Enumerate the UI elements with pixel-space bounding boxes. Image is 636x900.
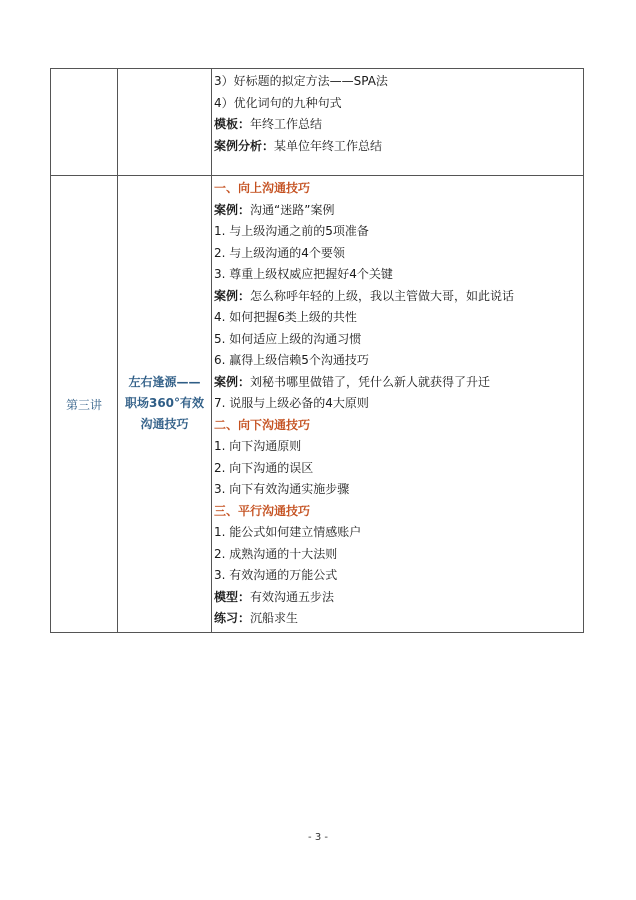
line-label: 案例： (214, 288, 251, 303)
line-text: 有效沟通五步法 (250, 589, 335, 604)
line-text: 2. 与上级沟通的4个要领 (214, 245, 345, 260)
line-text: 沉船求生 (250, 611, 299, 625)
line-text: 6. 赢得上级信赖5个沟通技巧 (214, 353, 369, 367)
line-text: 2. 向下沟通的误区 (214, 460, 314, 475)
line-text: 1. 与上级沟通之前的5项准备 (214, 224, 369, 238)
line-text: 1. 向下沟通原则 (214, 439, 302, 453)
line-text: 3. 有效沟通的万能公式 (214, 568, 338, 582)
content-line (214, 372, 583, 394)
content-line (214, 307, 583, 329)
table-row (51, 69, 584, 176)
section-heading (214, 178, 583, 200)
content-line (214, 243, 583, 265)
content-line (214, 458, 583, 480)
section-heading (214, 415, 583, 437)
line-text: 怎么称呼年轻的上级，我以主管做大哥，如此说话 (250, 288, 515, 303)
line-text: 4. 如何把握6类上级的共性 (214, 310, 357, 324)
line-text: 二、向下沟通技巧 (214, 417, 311, 432)
content-lines (212, 176, 583, 632)
content-line (214, 587, 583, 609)
section-heading (214, 501, 583, 523)
page-number: - 3 - (308, 832, 328, 843)
topic-cell (118, 176, 212, 633)
line-text: 7. 说服与上级必备的4大原则 (214, 396, 369, 410)
line-text: 刘秘书哪里做错了，凭什么新人就获得了升迁 (250, 374, 491, 389)
line-label: 模板： (214, 117, 251, 131)
content-lines (212, 69, 583, 159)
line-text: 2. 成熟沟通的十大法则 (214, 546, 338, 561)
content-line (214, 565, 583, 587)
line-label: 案例分析： (214, 138, 275, 153)
line-text: 某单位年终工作总结 (274, 138, 383, 153)
table-row (51, 176, 584, 633)
line-text: 3. 向下有效沟通实施步骤 (214, 482, 350, 496)
line-text: 沟通“迷路”案例 (250, 202, 335, 217)
lesson-topic: 左右逢源——职场360°有效沟通技巧 (124, 375, 205, 432)
content-line (214, 608, 583, 630)
lesson-cell (51, 176, 118, 633)
topic-cell-empty (118, 69, 212, 176)
content-line (214, 200, 583, 222)
content-line (214, 114, 583, 136)
content-cell (212, 176, 584, 633)
content-line (214, 93, 583, 115)
line-text: 3. 尊重上级权威应把握好4个关键 (214, 267, 393, 281)
line-text: 4）优化词句的九种句式 (214, 95, 342, 110)
lesson-cell-empty (51, 69, 118, 176)
lesson-number: 第三讲 (65, 398, 102, 413)
content-cell (212, 69, 584, 176)
content-line (214, 350, 583, 372)
line-label: 案例： (214, 374, 251, 389)
line-text: 年终工作总结 (250, 117, 323, 131)
line-text: 一、向上沟通技巧 (214, 181, 311, 195)
content-line (214, 264, 583, 286)
line-text: 3）好标题的拟定方法——SPA法 (214, 74, 388, 88)
content-line (214, 393, 583, 415)
content-line (214, 71, 583, 93)
line-label: 案例： (214, 202, 251, 217)
content-line (214, 329, 583, 351)
course-outline-table (50, 68, 584, 633)
line-label: 模型： (214, 589, 251, 604)
line-label: 练习： (214, 611, 251, 625)
content-line (214, 522, 583, 544)
content-line (214, 479, 583, 501)
content-line (214, 286, 583, 308)
line-text: 1. 能公式如何建立情感账户 (214, 525, 362, 539)
content-line (214, 221, 583, 243)
content-line (214, 136, 583, 158)
content-line (214, 544, 583, 566)
content-line (214, 436, 583, 458)
line-text: 三、平行沟通技巧 (214, 503, 311, 518)
line-text: 5. 如何适应上级的沟通习惯 (214, 331, 362, 346)
